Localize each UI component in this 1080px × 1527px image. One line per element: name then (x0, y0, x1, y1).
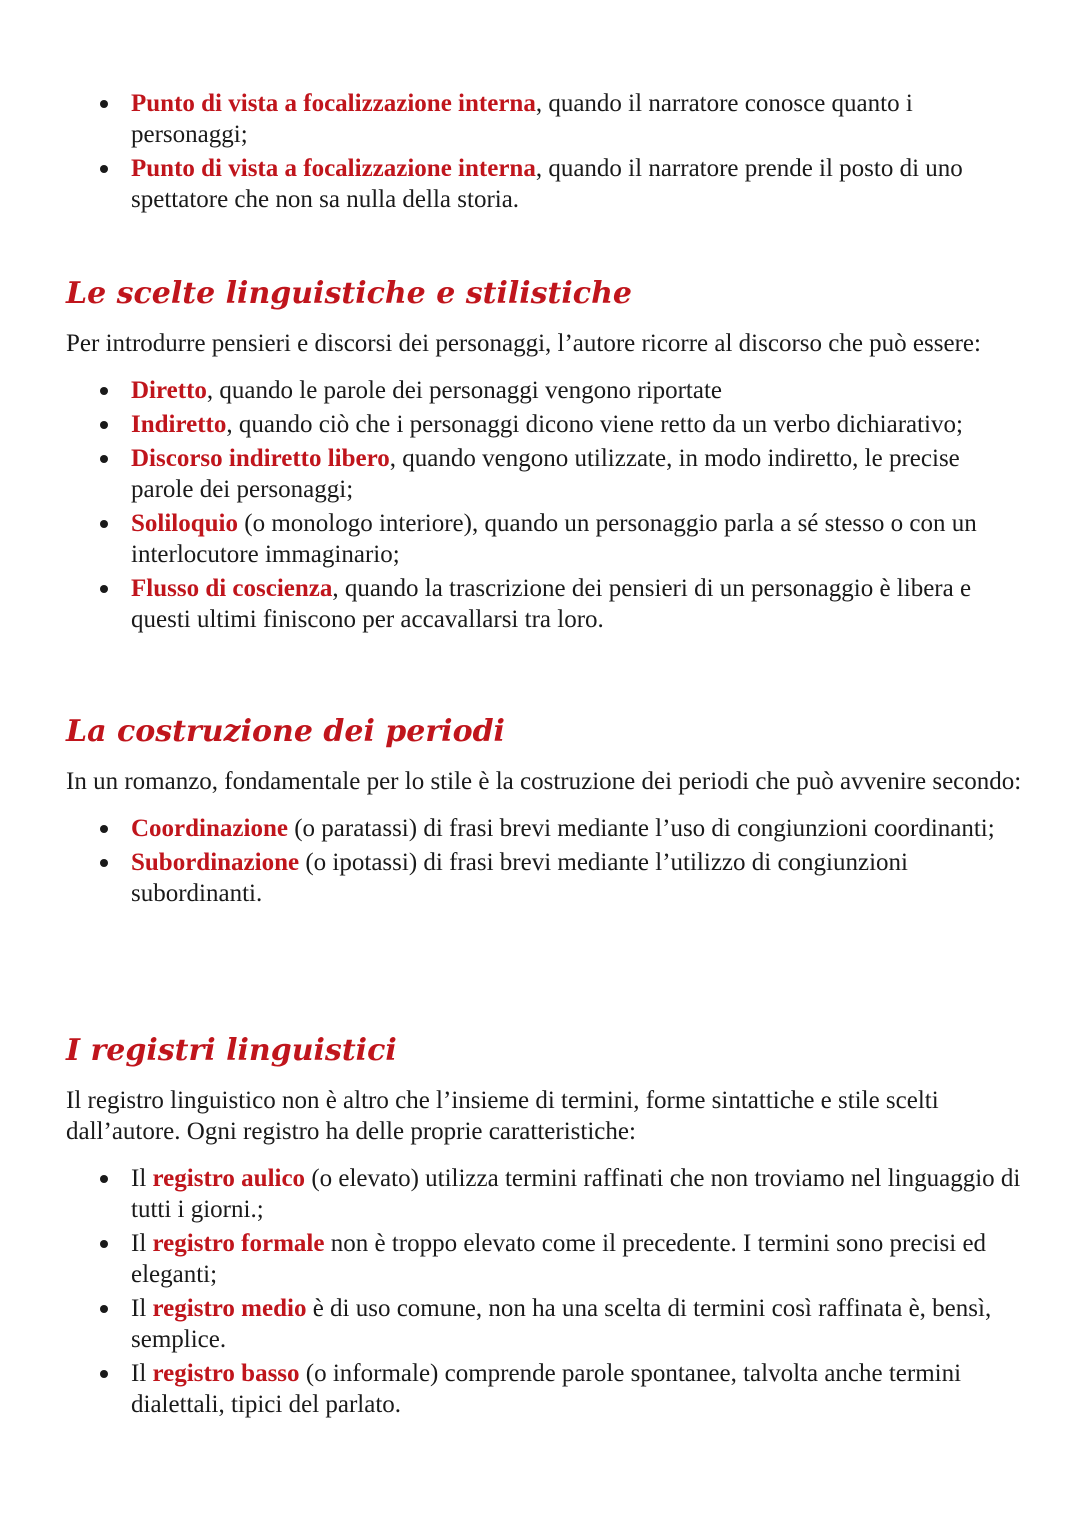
point-of-view-list (66, 88, 1026, 215)
highlighted-term: Punto di vista a focalizzazione interna (131, 155, 536, 182)
bullet-icon (100, 520, 108, 528)
highlighted-term: Punto di vista a focalizzazione interna (131, 90, 536, 117)
list-item: Il registro basso (o informale) comprende parole spontanee, talvolta anche termini dialettali, tipici del parlato. (66, 1358, 1026, 1420)
highlighted-term: registro aulico (152, 1165, 306, 1192)
section-heading: Le scelte linguistiche e stilistiche (66, 276, 632, 311)
highlighted-term: Indiretto (131, 411, 227, 438)
list-item: Discorso indiretto libero, quando vengono utilizzate, in modo indiretto, le precise parole dei personaggi; (66, 443, 1026, 505)
registers-list (66, 1163, 1026, 1420)
highlighted-term: Flusso di coscienza (131, 575, 333, 602)
list-item: Flusso di coscienza, quando la trascrizione dei pensieri di un personaggio è libera e questi ultimi finiscono per accavallarsi tra loro. (66, 573, 1026, 635)
section-intro: Il registro linguistico non è altro che l’insieme di termini, forme sintattiche e stile scelti dall’autore. Ogni registro ha delle proprie caratteristiche: (66, 1087, 939, 1145)
list-item: Il registro medio è di uso comune, non ha una scelta di termini così raffinata è, bensì, semplice. (66, 1293, 1026, 1355)
list-item: Il registro aulico (o elevato) utilizza termini raffinati che non troviamo nel linguaggio di tutti i giorni.; (66, 1163, 1026, 1225)
list-item: Indiretto, quando ciò che i personaggi dicono viene retto da un verbo dichiarativo; (66, 409, 1026, 440)
section-intro: In un romanzo, fondamentale per lo stile è la costruzione dei periodi che può avvenire secondo: (66, 768, 1022, 795)
list-item: Punto di vista a focalizzazione interna, quando il narratore prende il posto di uno spettatore che non sa nulla della storia. (66, 153, 1026, 215)
bullet-icon (100, 455, 108, 463)
section-heading: La costruzione dei periodi (66, 714, 505, 749)
bullet-icon (100, 165, 108, 173)
highlighted-term: Coordinazione (131, 815, 288, 842)
highlighted-term: Soliloquio (131, 510, 238, 537)
list-item: Il registro formale non è troppo elevato come il precedente. I termini sono precisi ed eleganti; (66, 1228, 1026, 1290)
section-scelte (66, 274, 1026, 638)
bullet-icon (100, 100, 108, 108)
bullet-icon (100, 1305, 108, 1313)
section-periodi (66, 712, 1026, 912)
list-item: Soliloquio (o monologo interiore), quando un personaggio parla a sé stesso o con un interlocutore immaginario; (66, 508, 1026, 570)
bullet-icon (100, 1175, 108, 1183)
list-item: Coordinazione (o paratassi) di frasi brevi mediante l’uso di congiunzioni coordinanti; (66, 813, 1026, 844)
highlighted-term: Subordinazione (131, 849, 300, 876)
highlighted-term: registro basso (152, 1360, 300, 1387)
section-intro: Per introdurre pensieri e discorsi dei personaggi, l’autore ricorre al discorso che può essere: (66, 330, 981, 357)
highlighted-term: registro formale (152, 1230, 325, 1257)
bullet-icon (100, 421, 108, 429)
bullet-icon (100, 825, 108, 833)
bullet-icon (100, 585, 108, 593)
highlighted-term: Discorso indiretto libero (131, 445, 390, 472)
section-registri (66, 1031, 1026, 1423)
discourse-list (66, 375, 1026, 635)
bullet-icon (100, 1240, 108, 1248)
bullet-icon (100, 859, 108, 867)
list-item: Diretto, quando le parole dei personaggi vengono riportate (66, 375, 1026, 406)
bullet-icon (100, 387, 108, 395)
bullet-icon (100, 1370, 108, 1378)
top-list-section (66, 88, 1026, 218)
periods-list (66, 813, 1026, 909)
highlighted-term: Diretto (131, 377, 207, 404)
list-item: Subordinazione (o ipotassi) di frasi brevi mediante l’utilizzo di congiunzioni subordinanti. (66, 847, 1026, 909)
list-item: Punto di vista a focalizzazione interna, quando il narratore conosce quanto i personaggi; (66, 88, 1026, 150)
highlighted-term: registro medio (152, 1295, 307, 1322)
section-heading: I registri linguistici (66, 1033, 397, 1068)
